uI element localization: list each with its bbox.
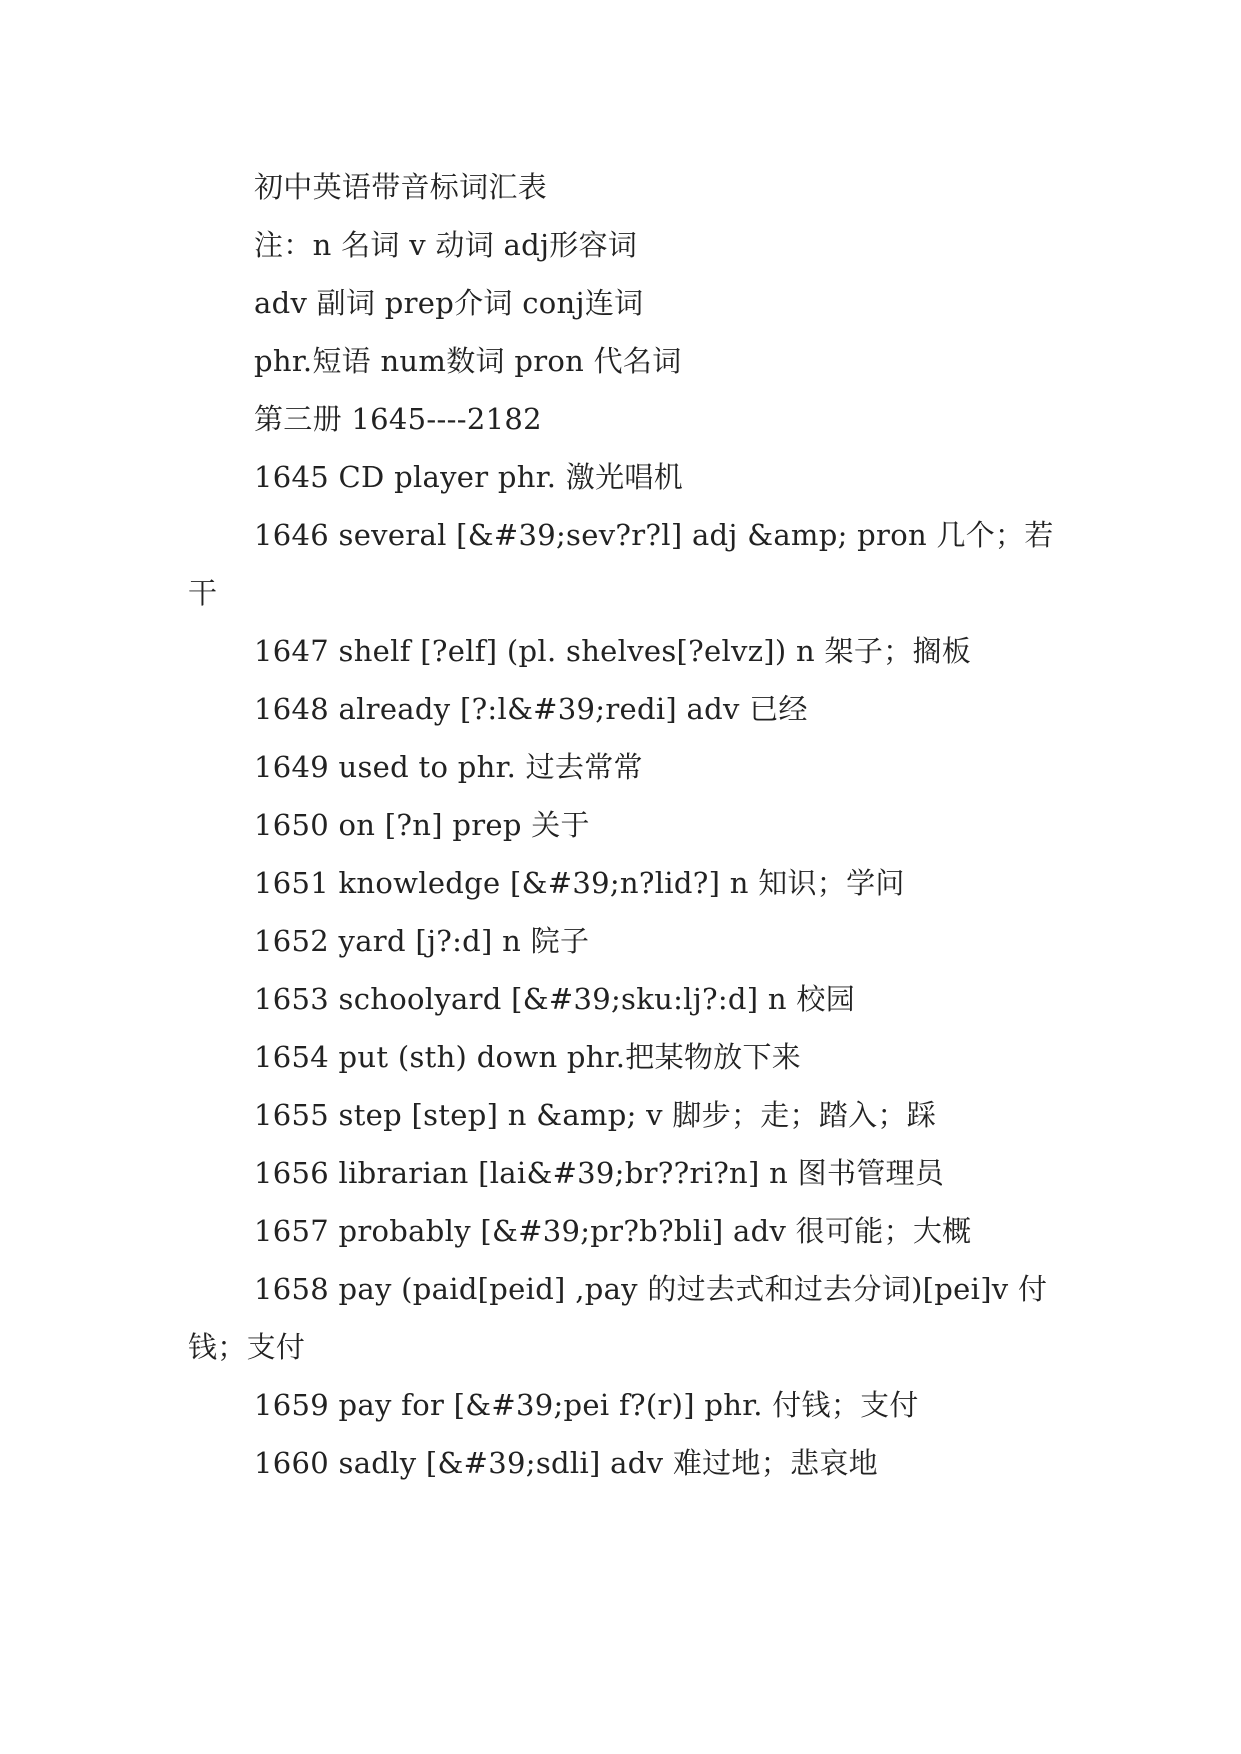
- document-page: [188, 158, 1068, 1492]
- vocab-entry: 1659 pay for [&#39;pei f?(r)] phr. 付钱；支付: [254, 1388, 919, 1422]
- vocab-entry: 1650 on [?n] prep 关于: [254, 808, 590, 842]
- vocab-entry: 1653 schoolyard [&#39;sku:lj?:d] n 校园: [254, 982, 856, 1016]
- vocab-entry: 1660 sadly [&#39;sdli] adv 难过地；悲哀地: [254, 1446, 878, 1480]
- volume-heading: 第三册 1645----2182: [254, 402, 542, 436]
- document-title: 初中英语带音标词汇表: [254, 170, 548, 204]
- note-line: adv 副词 prep介词 conj连词: [254, 286, 644, 320]
- vocab-entry: 1655 step [step] n &amp; v 脚步；走；踏入；踩: [254, 1098, 937, 1132]
- vocab-entry: 1647 shelf [?elf] (pl. shelves[?elvz]) n 架子；搁板: [254, 634, 972, 668]
- vocab-entry: 1651 knowledge [&#39;n?lid?] n 知识；学问: [254, 866, 905, 900]
- vocab-entry: 1646 several [&#39;sev?r?l] adj &amp; pron 几个；若干: [188, 518, 1054, 610]
- vocab-entry: 1656 librarian [lai&#39;br??ri?n] n 图书管理员: [254, 1156, 945, 1190]
- vocab-entry: 1645 CD player phr. 激光唱机: [254, 460, 683, 494]
- vocab-entry: 1654 put (sth) down phr.把某物放下来: [254, 1040, 802, 1074]
- vocab-entry: 1658 pay (paid[peid] ,pay 的过去式和过去分词)[pei]v 付钱；支付: [188, 1272, 1048, 1364]
- vocab-entry: 1649 used to phr. 过去常常: [254, 750, 643, 784]
- vocab-entry: 1657 probably [&#39;pr?b?bli] adv 很可能；大概: [254, 1214, 972, 1248]
- note-line: phr.短语 num数词 pron 代名词: [254, 344, 682, 378]
- note-line: 注：n 名词 v 动词 adj形容词: [254, 228, 638, 262]
- vocab-entry: 1652 yard [j?:d] n 院子: [254, 924, 590, 958]
- vocab-entry: 1648 already [?:l&#39;redi] adv 已经: [254, 692, 808, 726]
